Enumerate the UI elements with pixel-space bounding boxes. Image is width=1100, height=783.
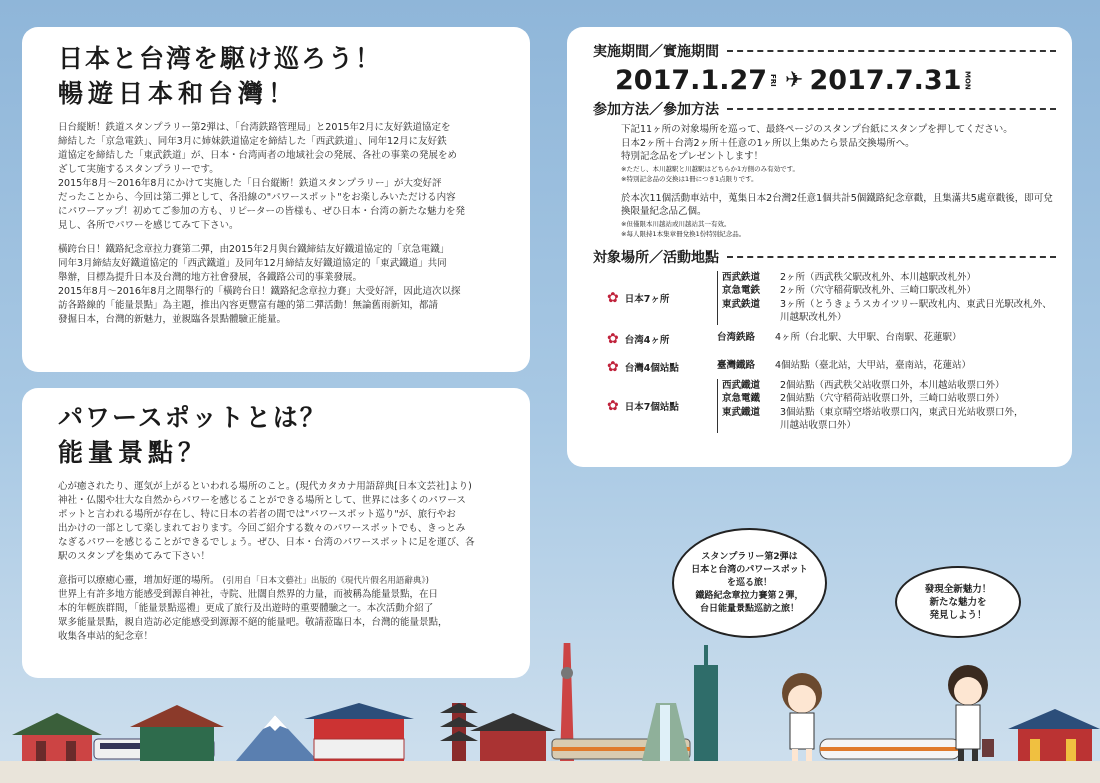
train-3: [820, 739, 960, 759]
railway-company: 西武鐵道: [722, 379, 761, 391]
region-name: 台湾4ヶ所: [624, 334, 670, 346]
dashed-divider: [727, 256, 1056, 258]
text-line: 心が癒されたり、運気が上がるといわれる場所のこと。(現代カタカナ用語辞典[日本文芸社]より): [58, 481, 472, 492]
text-line: 世界上有許多地方能感受到源自神社，寺院、壯闊自然界的力量，而被稱為能量景點，在日: [58, 589, 439, 600]
text-line: 道協定を締結した「東武鉄道」が、日本・台湾両者の地域社会の発展、各社の事業の発展をめ: [58, 150, 458, 161]
text-line: 於本次11個活動車站中，蒐集日本2台灣2任意1個共計5個鐵路紀念章戳，且集滿共5處章戳後，即可兌: [621, 192, 1053, 204]
location-row: [722, 392, 1056, 406]
station-list: 2個站點（西武秩父站收票口外，本川越站收票口外）: [780, 379, 1005, 391]
region-name: 日本7個站點: [624, 401, 679, 413]
text-line: 駅のスタンプを集めてみて下さい！: [58, 551, 211, 562]
end-date: 2017.7.31: [809, 64, 962, 96]
power-spot-panel: [22, 388, 530, 678]
dashed-divider: [727, 50, 1056, 52]
station-list: 3ヶ所（とうきょうスカイツリー駅改札内、東武日光駅改札外、: [780, 298, 1052, 310]
note-line: ※但僅限本川越站或川越站其一有效。: [621, 219, 731, 228]
bubble-line: 発見しよう！: [929, 609, 987, 621]
station-list: 2個站點（穴守稻荷站收票口外，三崎口站收票口外）: [780, 393, 1005, 404]
text-line: 眾多能量景點，親自造訪必定能感受到源源不絕的能量吧。敬請蒞臨日本，台灣的能量景點，: [58, 617, 448, 628]
locations-table: [607, 271, 1056, 433]
method-text: [593, 123, 1056, 239]
location-rows: [717, 379, 1056, 433]
end-day-of-week: MON: [963, 70, 972, 90]
region-name: 台灣4個站點: [624, 362, 679, 374]
intro-cn-paragraph: [58, 243, 512, 327]
pagoda: [440, 703, 478, 761]
text-line: 橫跨台日！鐵路紀念章拉力賽第二彈，由2015年2月與台鐵締結友好鐵道協定的「京急電鐵」: [58, 244, 450, 255]
bubble-line: 新たな魅力を: [929, 596, 987, 608]
text-line: ざして実施するスタンプラリーです。: [58, 164, 219, 175]
power-title-cn: 能量景點？: [58, 438, 209, 467]
location-row: [722, 284, 1056, 298]
bubble-line: 發現全新魅力！: [924, 583, 992, 595]
flower-icon: ✿: [607, 330, 619, 347]
intro-panel: [22, 27, 530, 372]
note-line: ※特別記念品の交換は1冊につき1点限りです。: [621, 174, 758, 183]
period-heading-text: 実施期間／實施期間: [593, 44, 719, 60]
speech-bubble-left: [672, 528, 827, 638]
region-name: 日本7ヶ所: [624, 293, 670, 305]
intro-title-jp: 日本と台湾を駆け巡ろう！: [58, 44, 383, 73]
power-title-jp: パワースポットとは？: [58, 403, 327, 432]
note-line: ※每人限持1本集章冊兌換1份特別紀念品。: [621, 229, 746, 238]
region-label: [607, 379, 717, 433]
region-label: [607, 331, 717, 347]
flower-icon: ✿: [607, 397, 619, 414]
text-line: ポットと言われる場所が存在し、特に日本の若者の間では"パワースポット巡り"が、旅行やお: [58, 509, 456, 520]
station-list: 4ヶ所（台北駅、大甲駅、台南駅、花蓮駅）: [775, 331, 962, 343]
mountain-fuji: [236, 715, 318, 761]
text-line: 收集各車站的紀念章！: [58, 631, 154, 642]
text-line: 出かけの一部として楽しまれております。今回ご紹介する数々のパワースポットでも、きっとみ: [58, 523, 466, 534]
power-jp-paragraph: [58, 480, 512, 564]
temple-right: [1008, 709, 1100, 761]
railway-company: [722, 419, 780, 433]
character-girl-left: [782, 673, 822, 761]
station-list: 3個站點（東京晴空塔站收票口內，東武日光站收票口外，: [780, 406, 1024, 418]
waterfall: [642, 703, 690, 761]
station-list: 2ヶ所（西武秩父駅改札外、本川越駅改札外）: [780, 271, 977, 283]
taipei-101: [694, 645, 718, 761]
location-row: [717, 331, 1056, 345]
location-rows: [717, 271, 1056, 325]
location-row: [722, 311, 1056, 325]
railway-company: 京急電鉄: [722, 285, 761, 296]
text-line: 發掘日本，台灣的新魅力，並親臨各景點體驗正能量。: [58, 314, 287, 325]
railway-company: 東武鐵道: [722, 406, 761, 418]
method-heading: [593, 99, 1056, 119]
location-row: [717, 359, 1056, 373]
start-date: 2017.1.27: [615, 64, 768, 96]
location-rows: [717, 359, 1056, 375]
text-line: 見し、各所でパワーを感じてみて下さい。: [58, 220, 239, 231]
location-rows: [717, 331, 1056, 347]
text-line: 換限量紀念品乙個。: [621, 206, 707, 217]
temple-center: [470, 713, 556, 761]
location-row: [722, 298, 1056, 312]
period-heading: [593, 41, 1056, 61]
bubble-line: 台日能量景點巡訪之旅！: [699, 603, 799, 614]
station-list: 4個站點（臺北站，大甲站，臺南站，花蓮站）: [775, 359, 972, 371]
station-list: 2ヶ所（穴守稲荷駅改札外、三崎口駅改札外）: [780, 285, 977, 296]
airplane-icon: ✈: [785, 67, 804, 93]
flower-icon: ✿: [607, 289, 619, 306]
cn-definition: 意指可以療癒心靈，增加好運的場所。: [58, 575, 220, 586]
start-day-of-week: FRI: [769, 73, 778, 87]
location-group-taiwan-cn: [607, 359, 1056, 375]
event-dates: [615, 61, 1056, 99]
shrine: [130, 705, 224, 761]
dashed-divider: [727, 108, 1056, 110]
text-line: 神社・仏閣や壮大な自然からパワーを感じることができる場所として、世界には多くのパワース: [58, 495, 466, 506]
railway-company: 台湾鉄路: [717, 331, 756, 343]
ground: [0, 761, 1100, 783]
location-row: [722, 379, 1056, 393]
cn-source: (引用自「日本文藝社」出版的《現代片假名用語辭典》): [222, 576, 429, 586]
railway-company: 京急電鐵: [722, 393, 761, 404]
location-row: [722, 406, 1056, 420]
bubble-line: を巡る旅！: [726, 577, 772, 588]
text-line: 2015年8月～2016年8月之間舉行的「橫跨台日！鐵路紀念章拉力賽」大受好評，因此這次以探: [58, 286, 461, 297]
text-line: にパワーアップ！初めてご参加の方も、リピーターの皆様も、ぜひ日本・台湾の新たな魅力を発: [58, 206, 465, 217]
intro-jp-paragraph-1: [58, 121, 512, 233]
intro-title-cn: 暢遊日本和台灣！: [58, 79, 299, 108]
region-label: [607, 359, 717, 375]
text-line: 日台縦断！鉄道スタンプラリー第2弾は、「台湾鉄路管理局」と2015年2月に友好鉄道協定を: [58, 122, 451, 133]
railway-company: 西武鉄道: [722, 271, 761, 283]
text-line: 舉辦，目標為提升日本及台灣的地方社會發展，各鐵路公司的事業發展。: [58, 272, 363, 283]
bubble-line: 鐵路紀念章拉力賽第２彈，: [695, 590, 804, 601]
text-line: 本的年輕族群間，「能量景點巡禮」更成了旅行及出遊時的重要體驗之一。本次活動介紹了: [58, 603, 434, 614]
text-line: 締結した「京急電鉄」、同年3月に姉妹鉄道協定を締結した「西武鉄道」、同年12月に友好鉄: [58, 136, 447, 147]
method-heading-text: 参加方法／參加方法: [593, 102, 719, 118]
locations-heading: [593, 247, 1056, 267]
temple-left: [12, 713, 102, 761]
station-list: 川越站收票口外）: [780, 420, 857, 431]
text-line: 特別記念品をプレゼントします！: [621, 151, 764, 162]
location-row: [722, 271, 1056, 285]
text-line: 日本2ヶ所＋台湾2ヶ所＋任意の1ヶ所以上集めたら景品交換場所へ。: [621, 137, 915, 149]
text-line: 下記11ヶ所の対象場所を巡って、最終ページのスタンプ台紙にスタンプを押してください。: [621, 124, 1013, 135]
power-cn-definition-line: [58, 574, 512, 588]
bubble-line: スタンプラリー第2弾は: [701, 551, 798, 562]
speech-bubble-right: [895, 566, 1021, 638]
railway-company: [722, 311, 780, 325]
location-group-taiwan-jp: [607, 331, 1056, 347]
power-cn-paragraph: [58, 574, 512, 644]
text-line: 訪各路線的「能量景點」為主題，推出內容更豐富有趣的第二彈活動！無論舊雨新知，都請: [58, 300, 439, 311]
skyline-illustration: [0, 643, 1100, 783]
text-line: 同年3月締結友好鐵道協定的「西武鐵道」及同年12月締結友好鐵道協定的「東武鐵道」共同: [58, 258, 447, 269]
text-line: だったことから、今回は第二弾として、各沿線の"パワースポット"をお楽しみいただける内容: [58, 192, 456, 203]
bubble-line: 日本と台湾のパワースポット: [691, 564, 808, 575]
note-line: ※ただし、本川越駅と川越駅はどちらか1方側のみ有効です。: [621, 164, 800, 173]
region-label: [607, 271, 717, 325]
location-group-japan-cn: [607, 379, 1056, 433]
red-gate-building: [304, 703, 414, 761]
flower-icon: ✿: [607, 358, 619, 375]
event-info-panel: [567, 27, 1072, 467]
location-row: [722, 419, 1056, 433]
railway-company: 臺灣鐵路: [717, 359, 756, 371]
locations-heading-text: 対象場所／活動地點: [593, 249, 719, 266]
location-group-japan-jp: [607, 271, 1056, 325]
station-list: 川越駅改札外）: [780, 312, 847, 323]
text-line: 2015年8月～2016年8月にかけて実施した「日台縦断！鉄道スタンプラリー」が大変好評: [58, 178, 442, 189]
text-line: なぎるパワーを感じることができるでしょう。ぜひ、日本・台湾のパワースポットに足を運び、各: [58, 537, 475, 548]
railway-company: 東武鉄道: [722, 298, 761, 310]
